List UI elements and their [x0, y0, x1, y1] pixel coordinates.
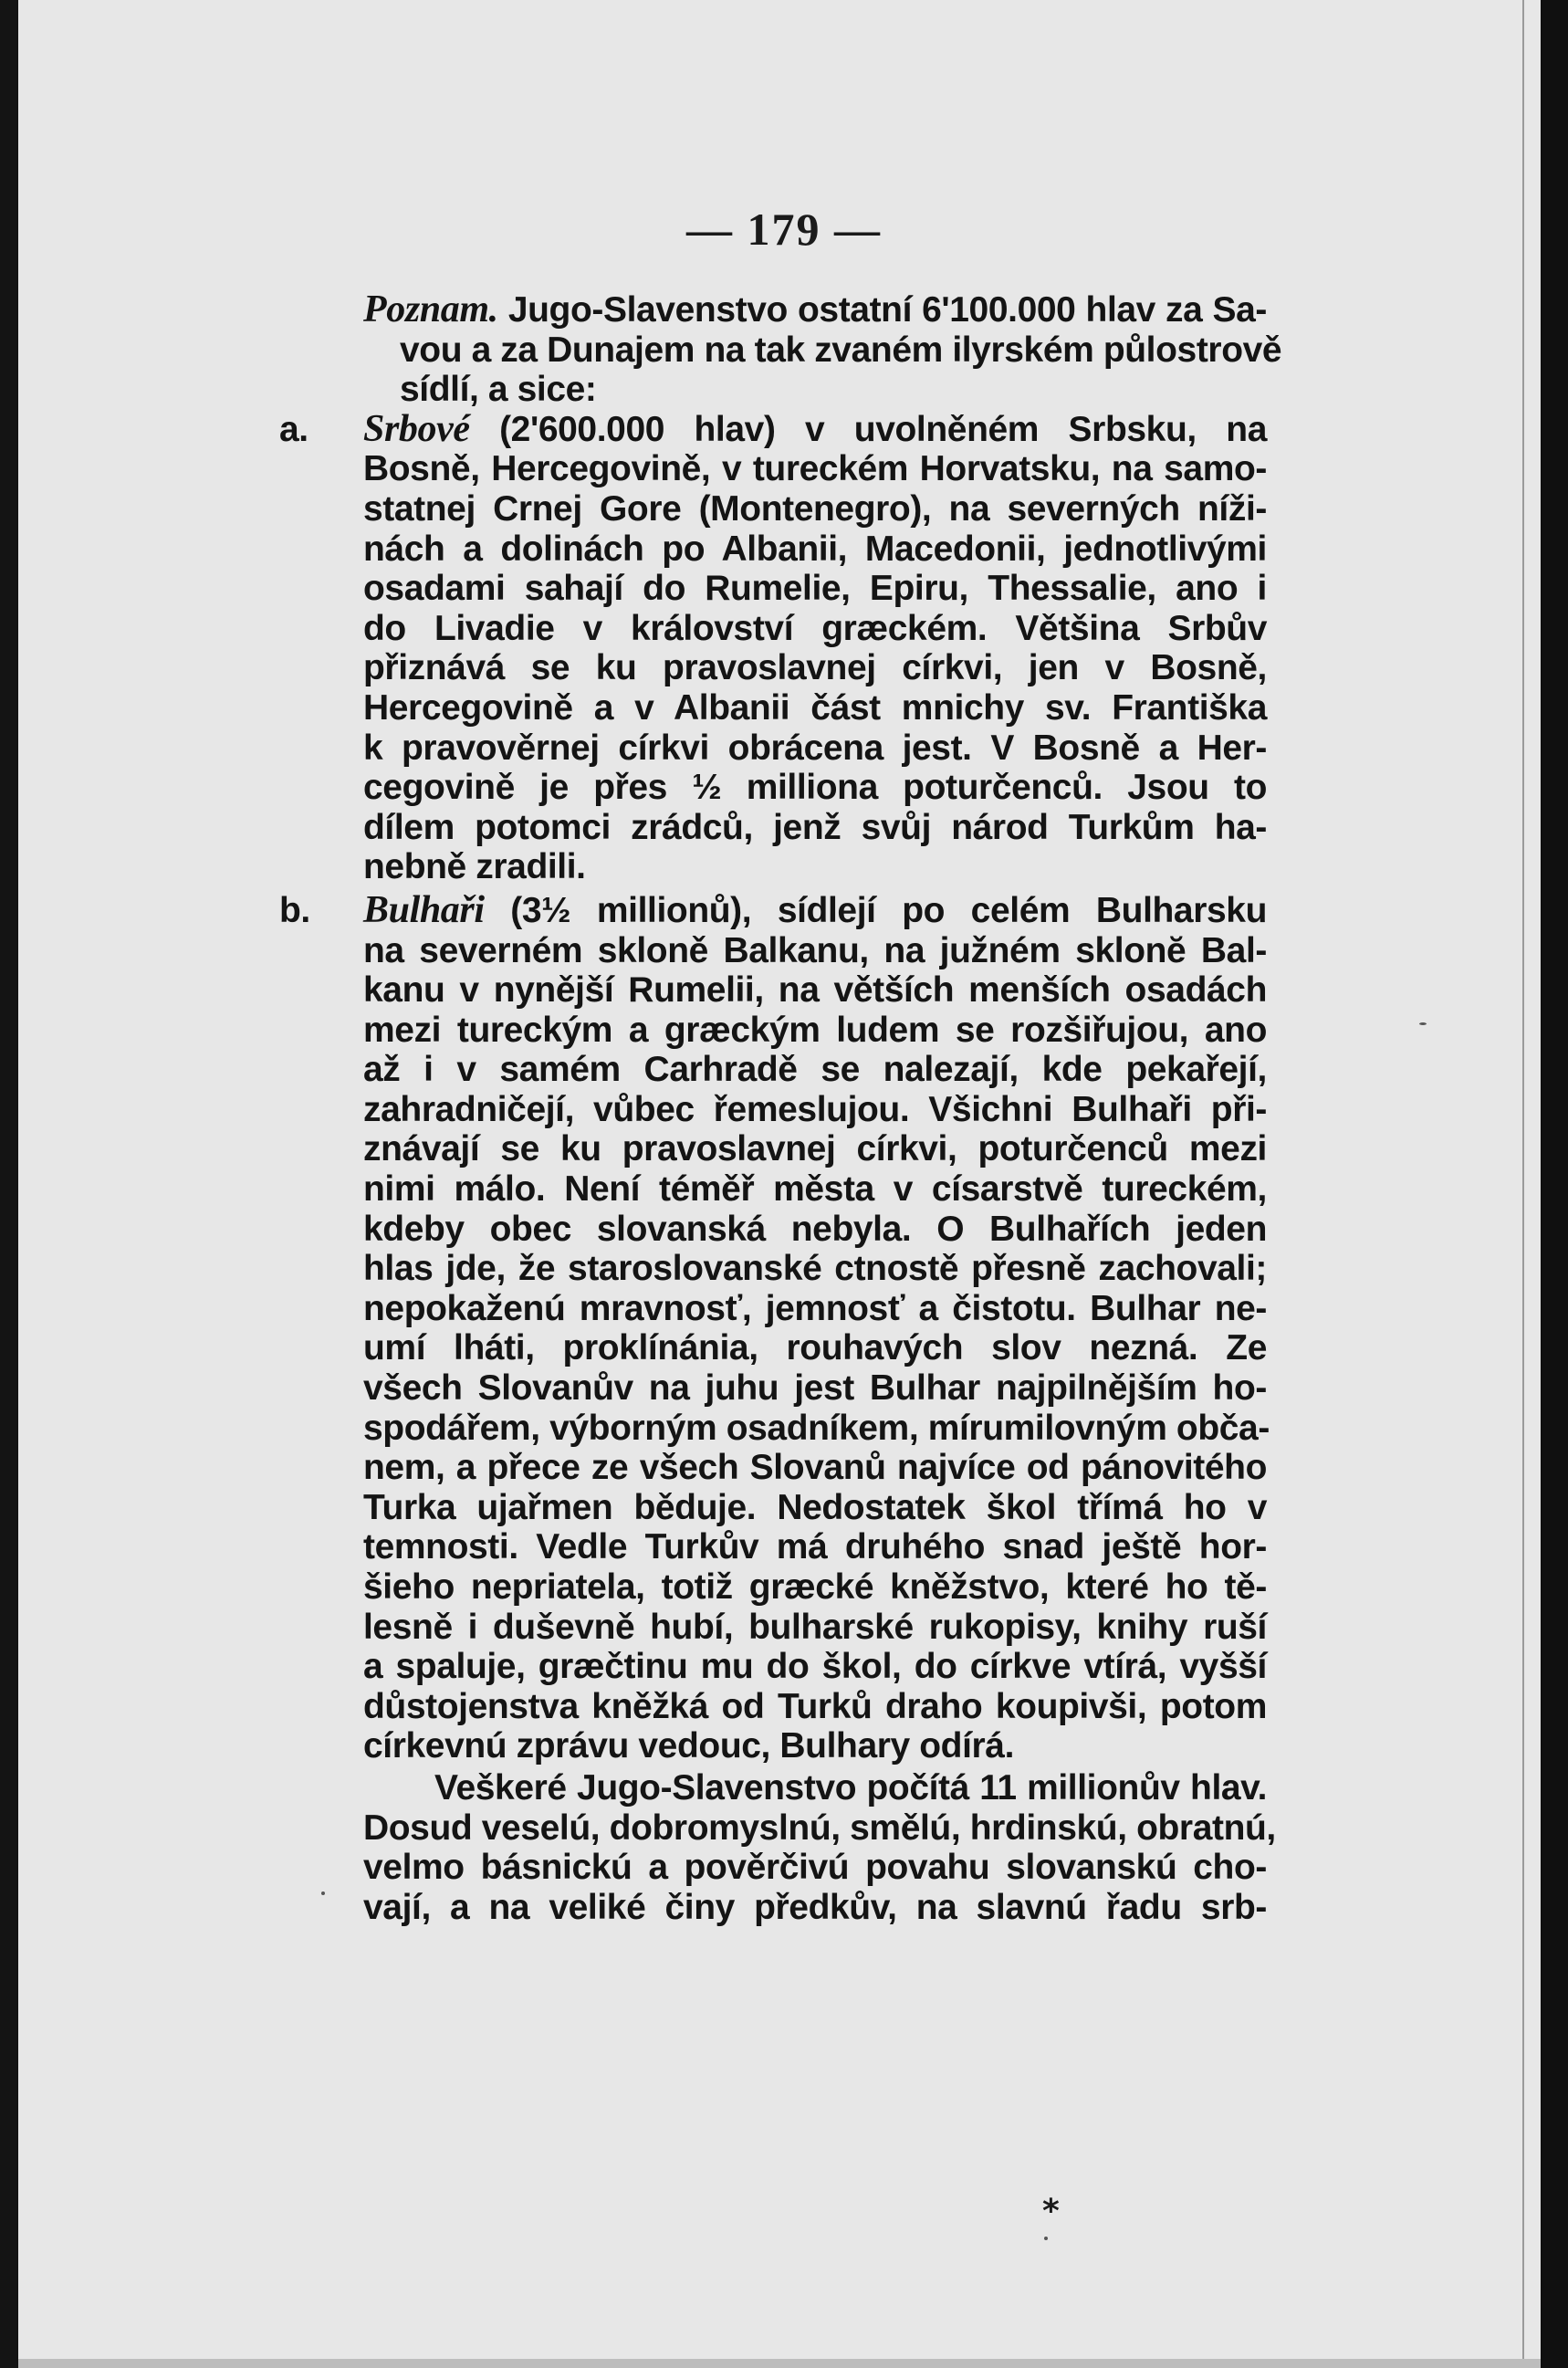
item-b-line: mezi tureckým a græckým ludem se rozšiřujou, ano [363, 1010, 1267, 1050]
scan-speck [1419, 1022, 1427, 1025]
item-a-line: cegovině je přes ½ milliona poturčenců. Jsou to [363, 768, 1267, 808]
page-edge-line [1522, 0, 1524, 2368]
item-b-line: znávají se ku pravoslavnej církvi, poturčenců mezi [363, 1129, 1267, 1169]
item-b-line: až i v samém Carhradě se nalezají, kde pekařejí, [363, 1050, 1267, 1090]
item-b-line: nem, a přece ze všech Slovanů najvíce od pánovitého [363, 1448, 1267, 1488]
item-a-line: nách a dolinách po Albanii, Macedonii, jednotlivými [363, 529, 1267, 569]
item-b-line: na severném skloně Balkanu, na južném sklonĕ Bal- [363, 930, 1267, 970]
item-b-first-line: (3½ millionů), sídlejí po celém Bulharsku [510, 890, 1268, 930]
item-b-line: důstojenstva kněžká od Turků draho koupivši, potom [363, 1686, 1267, 1726]
closing-line: Dosud veselú, dobromyslnú, smělú, hrdinskú, obratnú, [363, 1807, 1276, 1848]
body-text [279, 288, 1282, 1927]
item-b-line: Turka ujařmen běduje. Nedostatek škol třímá ho v [363, 1487, 1267, 1527]
item-b-line: nimi málo. Není téměř města v císarstvě tureckém, [363, 1169, 1267, 1210]
closing-line: vají, a na veliké činy předkův, na slavnú řadu srb- [363, 1887, 1267, 1927]
item-a-line: Bosně, Hercegovině, v tureckém Horvatsku, na samo- [363, 449, 1267, 489]
item-b-line: umí lháti, proklínánia, rouhavých slov nezná. Ze [363, 1328, 1267, 1368]
item-a-line: k pravověrnej církvi obrácena jest. V Bosně a Her- [363, 728, 1267, 768]
page-number: — 179 — [686, 204, 882, 255]
item-a-title: Srbové [363, 407, 470, 450]
item-a-line: Hercegovině a v Albanii část mnichy sv. Františka [363, 687, 1267, 728]
item-b-marker: b. [279, 890, 310, 930]
signature-mark: * [1042, 2193, 1060, 2230]
note-text: Jugo-Slavenstvo ostatní 6'100.000 hlav za Sa- [507, 290, 1268, 330]
item-a-marker: a. [279, 409, 308, 449]
closing-line: velmo básnickú a pověrčivú povahu slovanskú cho- [363, 1848, 1267, 1888]
scan-speck [321, 1891, 325, 1895]
item-b-line: šieho nepriatela, totiž græcké kněžstvo, které ho tě- [363, 1567, 1267, 1607]
item-a-line: osadami sahají do Rumelie, Epiru, Thessalie, ano i [363, 569, 1267, 609]
note-line-2: vou a za Dunajem na tak zvaném ilyrském půlostrově [400, 330, 1282, 370]
item-a-line: do Livadie v království græckém. Většina Srbův [363, 608, 1267, 648]
item-b-line: lesně i duševně hubí, bulharské rukopisy, knihy ruší [363, 1607, 1267, 1647]
item-b-line: zahradničejí, vůbec řemeslujou. Všichni Bulhaři při- [363, 1089, 1267, 1129]
scan-speck [1044, 2237, 1048, 2240]
item-a-line-1 [279, 407, 1268, 450]
scan-bottom-shadow [18, 2359, 1541, 2368]
item-b-line-1 [279, 888, 1268, 931]
item-a-line: statnej Crnej Gore (Montenegro), na severných níži- [363, 488, 1267, 529]
item-a-line: přiznává se ku pravoslavnej církvi, jen v Bosně, [363, 648, 1267, 688]
note-label: Poznam. [363, 288, 498, 330]
item-b-line: církevnú zprávu vedouc, Bulhary odírá. [363, 1726, 1015, 1766]
item-a-line: dílem potomci zrádců, jenž svůj národ Turkům ha- [363, 807, 1267, 847]
scan-left-border [0, 0, 18, 2368]
closing-line-1: Veškeré Jugo-Slavenstvo počítá 11 millionův hlav. [434, 1767, 1267, 1807]
note-line-1 [363, 290, 1267, 330]
item-b-line: kanu v nynější Rumelii, na větších menších osadách [363, 970, 1267, 1011]
item-b-line: spodářem, výborným osadníkem, mírumilovným obča- [363, 1408, 1270, 1448]
note-line-3: sídlí, a sice: [400, 370, 597, 410]
item-b-line: a spaluje, græčtinu mu do škol, do církve vtírá, vyšší [363, 1647, 1267, 1687]
scan-right-border [1541, 0, 1568, 2368]
item-b-line: kdeby obec slovanská nebyla. O Bulhařích jeden [363, 1209, 1267, 1249]
item-b-title: Bulhaři [363, 888, 485, 931]
item-b-line: temnosti. Vedle Turkův má druhého snad ještě hor- [363, 1527, 1267, 1567]
item-b-line: nepokaženú mravnosť, jemnosť a čistotu. Bulhar ne- [363, 1288, 1267, 1328]
item-b-line: všech Slovanův na juhu jest Bulhar najpilnějším ho- [363, 1368, 1267, 1409]
item-b-line: hlas jde, že staroslovanské ctnostě přesně zachovali; [363, 1249, 1267, 1289]
item-a-line: nebně zradili. [363, 847, 586, 887]
item-a-first-line: (2'600.000 hlav) v uvolněném Srbsku, na [499, 409, 1268, 449]
